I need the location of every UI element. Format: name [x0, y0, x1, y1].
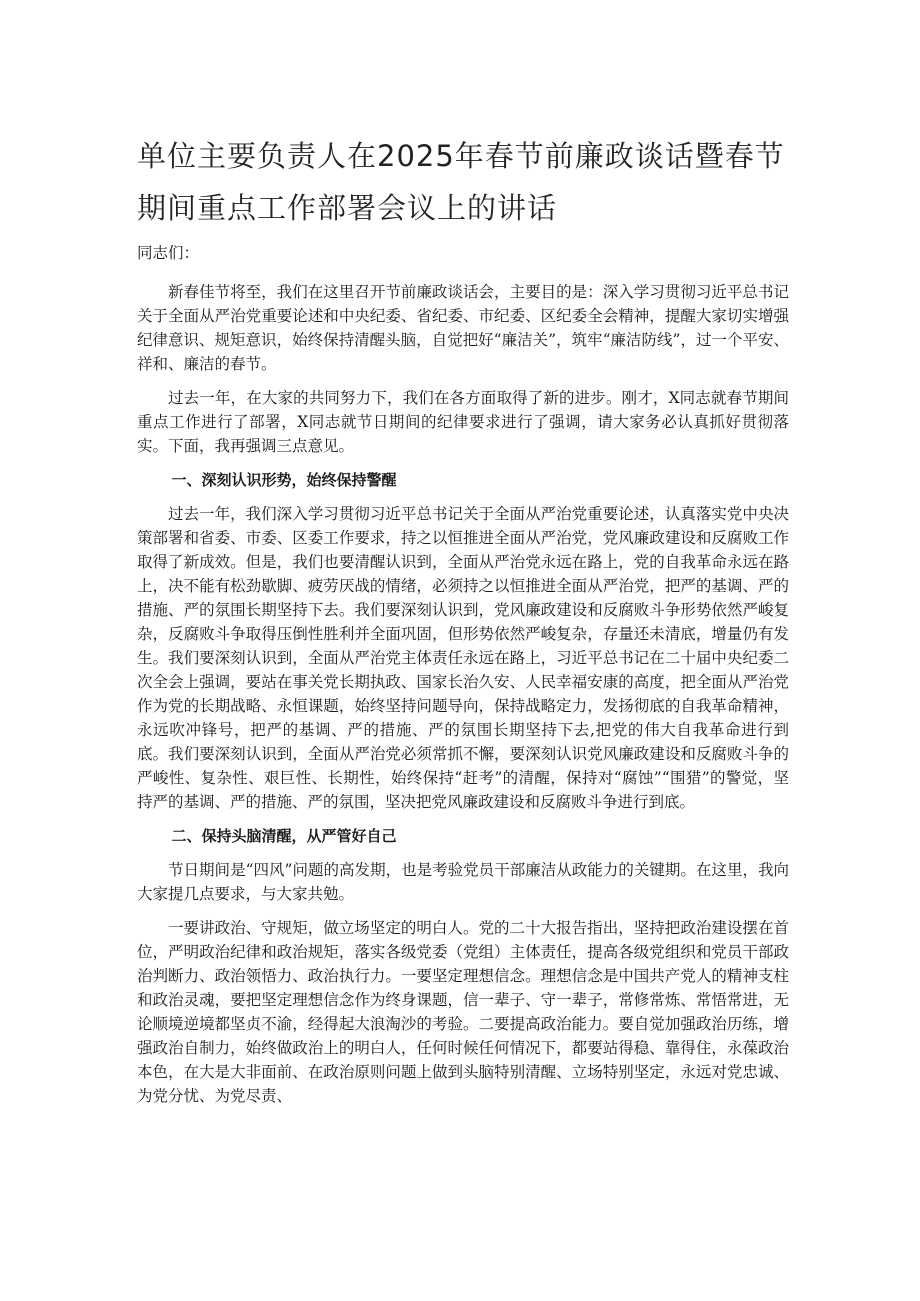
section-paragraph: 一要讲政治、守规矩，做立场坚定的明白人。党的二十大报告指出，坚持把政治建设摆在首位，严明政治纪律和政治规矩，落实各级党委（党组）主体责任，提高各级党组织和党员干部政治判断力、政治领悟力、政治执行力。一要坚定理想信念。理想信念是中国共产党人的精神支柱和政治灵魂，要把坚定理想信念作为终身课题，信一辈子、守一辈子，常修常炼、常悟常进，无论顺境逆境都坚贞不渝，经得起大浪淘沙的考验。二要提高政治能力。要自觉加强政治历练，增强政治自制力，始终做政治上的明白人，任何时候任何情况下，都要站得稳、靠得住，永葆政治本色，在大是大非面前、在政治原则问题上做到头脑特别清醒、立场特别坚定，永远对党忠诚、为党分忧、为党尽责、: [137, 919, 789, 1105]
section-heading: 二、保持头脑清醒，从严管好自己: [171, 827, 397, 845]
intro-paragraph: 过去一年，在大家的共同努力下，我们在各方面取得了新的进步。刚才，X同志就春节期间重点工作进行了部署，X同志就节日期间的纪律要求进行了强调，请大家务必认真抓好贯彻落实。下面，我再强调三点意见。: [137, 389, 789, 455]
section-paragraph: 节日期间是“四风”问题的高发期，也是考验党员干部廉洁从政能力的关键期。在这里，我向大家提几点要求，与大家共勉。: [137, 861, 789, 903]
intro-paragraph: 新春佳节将至，我们在这里召开节前廉政谈话会，主要目的是：深入学习贯彻习近平总书记关于全面从严治党重要论述和中央纪委、省纪委、市纪委、区纪委全会精神，提醒大家切实增强纪律意识、规矩意识，始终保持清醒头脑，自觉把好“廉洁关”，筑牢“廉洁防线”，过一个平安、祥和、廉洁的春节。: [137, 283, 789, 373]
salutation: 同志们：: [137, 244, 200, 262]
document-page: [137, 130, 789, 1118]
section-paragraph: 过去一年，我们深入学习贯彻习近平总书记关于全面从严治党重要论述，认真落实党中央决策部署和省委、市委、区委工作要求，持之以恒推进全面从严治党，党风廉政建设和反腐败工作取得了新成效。但是，我们也要清醒认识到，全面从严治党永远在路上，党的自我革命永远在路上，决不能有松劲歇脚、疲劳厌战的情绪，必须持之以恒推进全面从严治党，把严的基调、严的措施、严的氛围长期坚持下去。我们要深刻认识到，党风廉政建设和反腐败斗争形势依然严峻复杂，反腐败斗争取得压倒性胜利并全面巩固，但形势依然严峻复杂，存量还未清底，增量仍有发生。我们要深刻认识到，全面从严治党主体责任永远在路上，习近平总书记在二十届中央纪委二次全会上强调，要站在事关党长期执政、国家长治久安、人民幸福安康的高度，把全面从严治党作为党的长期战略、永恒课题，始终坚持问题导向，保持战略定力，发扬彻底的自我革命精神，永远吹冲锋号，把严的基调、严的措施、严的氛围长期坚持下去,把党的伟大自我革命进行到底。我们要深刻认识到，全面从严治党必须常抓不懈，要深刻认识党风廉政建设和反腐败斗争的严峻性、复杂性、艰巨性、长期性，始终保持“赶考”的清醒，保持对“腐蚀”“围猎”的警觉，坚持严的基调、严的措施、严的氛围，坚决把党风廉政建设和反腐败斗争进行到底。: [137, 505, 789, 811]
document-title: 单位主要负责人在2025年春节前廉政谈话暨春节期间重点工作部署会议上的讲话: [137, 139, 785, 225]
section-heading: 一、深刻认识形势，始终保持警醒: [171, 471, 397, 489]
